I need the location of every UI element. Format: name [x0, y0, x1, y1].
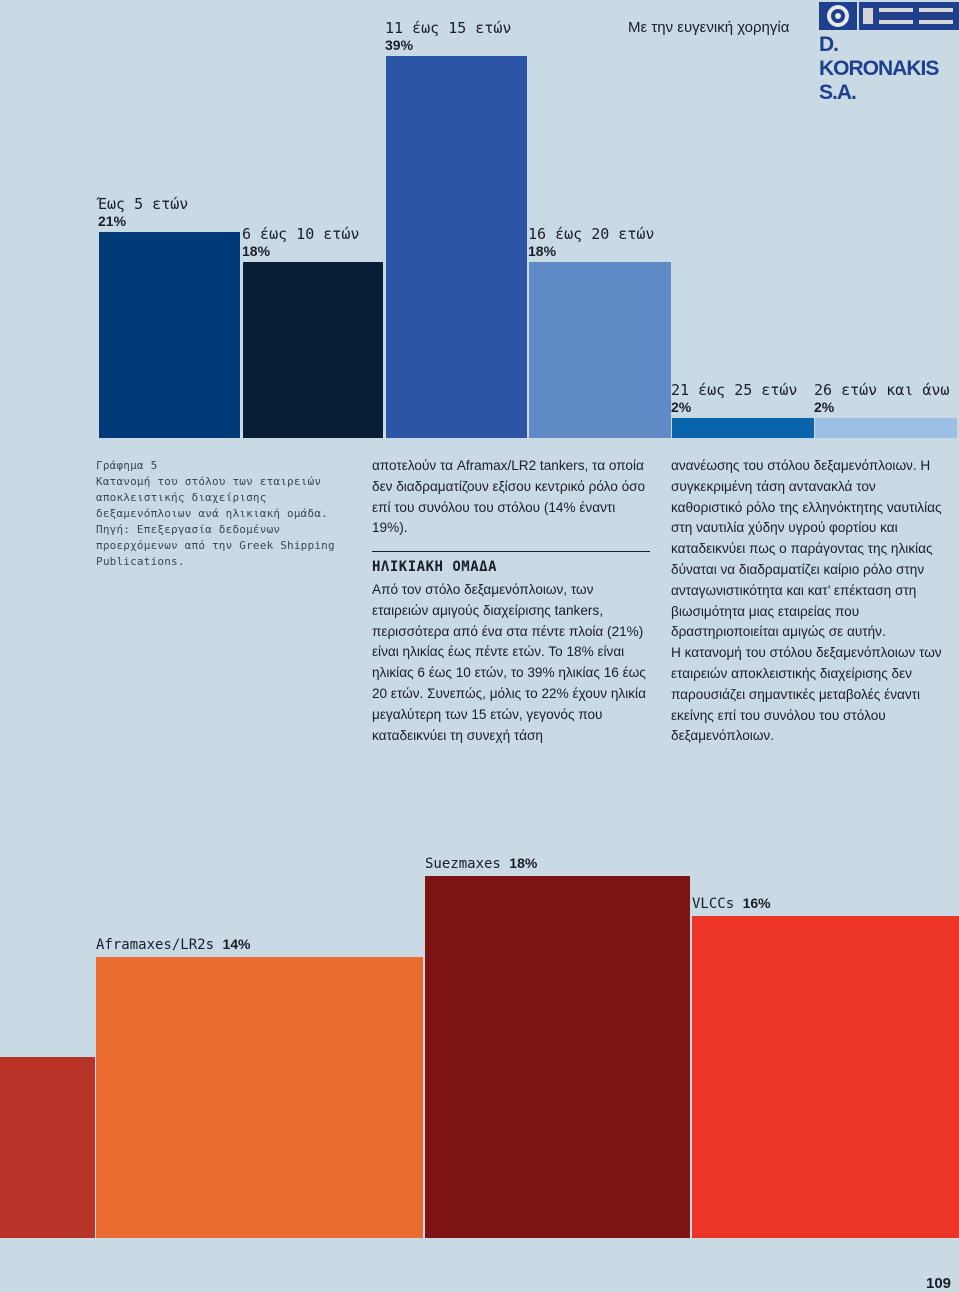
age-bar [386, 56, 527, 438]
caption-figure-number: Γράφημα 5 [96, 459, 158, 472]
koronakis-logo [817, 0, 959, 104]
vessel-bar-value: 14% [222, 936, 251, 952]
age-bar-category: 6 έως 10 ετών [242, 225, 360, 243]
article-col2 [671, 456, 949, 747]
age-bar [529, 262, 671, 438]
age-bar-value: 18% [528, 243, 557, 259]
caption-source: Πηγή: Επεξεργασία δεδομένων προερχόμενων από την Greek Shipping Publications. [96, 523, 335, 568]
age-bar-category: 16 έως 20 ετών [528, 225, 655, 243]
section-divider [372, 551, 650, 552]
age-bar-label [385, 20, 511, 53]
age-bar-label [528, 226, 654, 259]
age-bar [99, 232, 240, 438]
age-bar-category: 11 έως 15 ετών [385, 19, 512, 37]
caption-description: Κατανομή του στόλου των εταιρειών αποκλειστικής διαχείρισης δεξαμενόπλοιων ανά ηλικιακή ομάδα. [96, 475, 328, 520]
page-number: 109 [926, 1275, 952, 1292]
age-bar-label [242, 226, 359, 259]
vessel-bar-category: Suezmaxes [425, 856, 510, 872]
logo-text: D. KORONAKIS S.A. [819, 33, 939, 104]
age-bar-category: 26 ετών και άνω [814, 381, 950, 399]
age-bar-label [98, 196, 188, 229]
age-bar-value: 18% [242, 243, 271, 259]
age-bar-category: Έως 5 ετών [98, 195, 189, 213]
vessel-bar-label [425, 855, 537, 872]
age-bar-value: 2% [671, 399, 692, 415]
vessel-bar-category: VLCCs [692, 896, 743, 912]
age-bar-value: 2% [814, 399, 835, 415]
chart-caption [96, 458, 366, 570]
vessel-bar-value: 16% [742, 895, 771, 911]
vessel-bar [0, 1057, 95, 1238]
article-col1-body: Από τον στόλο δεξαμενόπλοιων, των εταιρειών αμιγούς διαχείρισης tankers, περισσότερα από ένα στα πέντε πλοία (21%) είναι ηλικίας έως πέντε ετών. Το 18% είναι ηλικίας 6 έως 10 ετών, το 39% ηλικίας 16 έως 20 ετών. Συνεπώς, μόλις το 22% έχουν ηλικία μεγαλύτερη των 15 ετών, γεγονός που καταδεικνύει τη συνεχή τάση [372, 582, 646, 743]
article-col2-paragraph-1: ανανέωσης του στόλου δεξαμενόπλοιων. Η συγκεκριμένη τάση αντανακλά τον καθοριστικό ρόλο της ελληνόκτητης ναυτιλίας στη ναυτιλία χύδην υγρού φορτίου και καταδεικνύει πως ο παράγοντας της ηλικίας δύναται να διαδραματίζει καίριο ρόλο στην ανταγωνιστικότητα και κατ’ επέκταση στη βιωσιμότητα μιας εταιρείας που δραστηριοποιείται αμιγώς σε αυτήν. [671, 458, 942, 640]
vessel-bar-label [692, 895, 771, 912]
vessel-bar [692, 916, 959, 1238]
age-bar-label [814, 382, 949, 415]
article-col2-paragraph-2: Η κατανομή του στόλου δεξαμενόπλοιων των εταιρειών αποκλειστικής διαχείρισης δεν παρουσιάζει σημαντικές μεταβολές έναντι εκείνης επί του συνόλου του στόλου δεξαμενόπλοιων. [671, 645, 942, 744]
vessel-bar-category: Aframaxes/LR2s [96, 937, 223, 953]
logo-mark-icon [859, 2, 959, 30]
age-bar-label [671, 382, 797, 415]
vessel-bar [425, 876, 690, 1238]
vessel-bar-value: 18% [509, 855, 538, 871]
logo-emblem-icon [819, 2, 857, 30]
age-bar [815, 418, 957, 438]
sponsor-text: Με την ευγενική χορηγία [628, 19, 790, 36]
age-bar [672, 418, 814, 438]
age-bar-category: 21 έως 25 ετών [671, 381, 798, 399]
age-bar [243, 262, 383, 438]
section-heading: ΗΛΙΚΙΑΚΗ ΟΜΑΔΑ [372, 559, 498, 575]
age-bar-value: 39% [385, 37, 414, 53]
vessel-bar-label [96, 936, 250, 953]
age-bar-value: 21% [98, 213, 127, 229]
article-col1-top: αποτελούν τα Aframax/LR2 tankers, τα οποία δεν διαδραματίζουν εξίσου κεντρικό ρόλο όσο επί του συνόλου του στόλου (14% έναντι 19%). [372, 458, 646, 536]
vessel-bar [96, 957, 423, 1238]
